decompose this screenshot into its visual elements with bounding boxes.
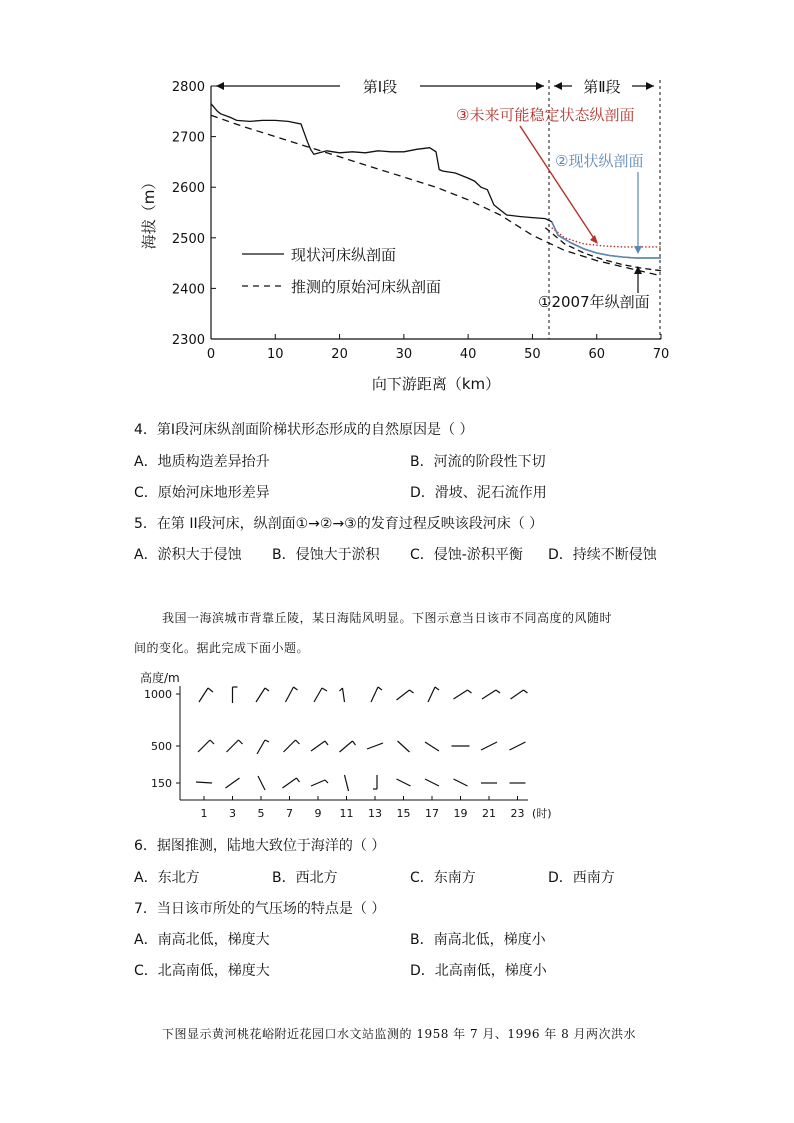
chart2-x-tick-label: 1	[200, 807, 208, 820]
river-profile-chart	[0, 0, 794, 400]
chart2-x-tick-label: 11	[339, 807, 354, 820]
chart2-x-unit: (时)	[532, 807, 552, 820]
chart2-y-tick-label: 500	[151, 740, 172, 753]
wind-barb-500m-1h	[198, 740, 210, 752]
wind-barb-feather	[325, 741, 328, 745]
wind-barb-1000m-15h	[397, 690, 410, 700]
wind-barb-150m-7h	[283, 778, 297, 788]
segment-one-label: 第Ⅰ段	[362, 78, 398, 96]
chart1-x-tick-label: 40	[459, 347, 477, 362]
question-6-option-d[interactable]: D．西南方	[548, 870, 615, 886]
wind-barb-1000m-21h	[482, 690, 496, 699]
wind-barb-500m-15h	[398, 741, 410, 752]
chart2-x-tick-label: 13	[368, 807, 382, 820]
question-5-option-b[interactable]: B．侵蚀大于淤积	[272, 547, 380, 563]
chart1-x-tick-label: 60	[588, 347, 605, 362]
chart1-x-axis-title: 向下游距离（km）	[371, 375, 501, 393]
chart1-series	[211, 104, 661, 276]
annotation-current-profile: ②现状纵剖面	[555, 152, 644, 170]
wind-barb-feather	[265, 740, 269, 742]
passage-line-1: 我国一海滨城市背靠丘陵，某日海陆风明显。下图示意当日该市不同高度的风随时	[162, 611, 613, 625]
wind-barb-500m-21h	[481, 742, 497, 750]
chart1-y-tick-label: 2500	[171, 231, 205, 247]
wind-barb-feather	[524, 690, 528, 693]
wind-barb-150m-11h	[345, 775, 349, 791]
wind-barb-150m-1h	[196, 782, 212, 783]
wind-barb-500m-5h	[257, 740, 265, 754]
chart2-x-tick-label: 17	[425, 807, 439, 820]
chart1-y-axis-title: 海拔（m）	[140, 174, 158, 250]
chart1-x-ticks	[207, 334, 669, 362]
wind-barb-500m-3h	[227, 740, 239, 752]
question-4-stem: 4．第Ⅰ段河床纵剖面阶梯状形态形成的自然原因是（ ）	[134, 422, 474, 438]
annotation-future-profile: ③未来可能稳定状态纵剖面	[456, 106, 635, 124]
wind-barb-500m-11h	[340, 741, 353, 752]
wind-barb-feather	[325, 780, 328, 783]
question-5-option-c[interactable]: C．侵蚀-淤积平衡	[410, 547, 523, 563]
chart2-x-tick-label: 21	[482, 807, 496, 820]
wind-barb-feather	[410, 690, 414, 693]
chart1-x-tick-label: 50	[524, 347, 541, 362]
wind-barb-feather	[322, 688, 327, 691]
wind-barb-1000m-7h	[286, 687, 294, 702]
chart1-x-tick-label: 10	[267, 347, 284, 362]
series-current-bed-line	[211, 104, 661, 258]
wind-barb-150m-9h	[311, 780, 325, 786]
chart1-y-tick-label: 2400	[171, 282, 205, 298]
question-6-option-c[interactable]: C．东南方	[410, 870, 476, 886]
legend-original-bed: 推测的原始河床纵剖面	[291, 278, 442, 296]
wind-barb-feather	[340, 688, 343, 691]
question-5-option-a[interactable]: A．淤积大于侵蚀	[134, 547, 242, 563]
wind-barb-150m-17h	[425, 779, 439, 786]
chart2-x-tick-label: 15	[396, 807, 411, 820]
wind-barb-1000m-9h	[314, 688, 322, 702]
question-5-stem: 5．在第 II段河床，纵剖面①→②→③的发育过程反映该段河床（ ）	[134, 516, 544, 532]
question-7-option-a[interactable]: A．南高北低，梯度大	[134, 932, 270, 948]
wind-barb-1000m-5h	[256, 688, 265, 702]
wind-barb-feather	[239, 740, 243, 744]
chart1-legend	[242, 246, 441, 296]
chart1-y-tick-label: 2300	[171, 333, 205, 348]
question-6-option-a[interactable]: A．东北方	[134, 870, 200, 886]
wind-barb-1000m-23h	[511, 690, 524, 699]
series-future-profile-line	[552, 228, 661, 247]
wind-barb-150m-5h	[258, 776, 265, 790]
chart2-x-tick-label: 19	[453, 807, 468, 820]
chart2-x-tick-label: 7	[286, 807, 293, 820]
chart1-y-tick-label: 2800	[171, 80, 205, 95]
wind-barb-feather	[294, 687, 298, 690]
wind-barb-feather	[468, 690, 472, 693]
question-7-option-c[interactable]: C．北高南低，梯度大	[134, 963, 270, 979]
wind-barb-feather	[297, 778, 300, 782]
question-7-stem: 7．当日该市所处的气压场的特点是（ ）	[134, 901, 386, 917]
wind-barb-feather	[496, 690, 500, 693]
question-6-stem: 6．据图推测，陆地大致位于海洋的（ ）	[134, 838, 386, 854]
wind-barb-1000m-11h	[343, 688, 345, 702]
wind-barb-500m-13h	[367, 743, 383, 749]
chart1-y-ticks	[172, 80, 216, 348]
chart1-x-tick-label: 70	[652, 347, 670, 362]
question-4-option-d[interactable]: D．滑坡、泥石流作用	[410, 485, 547, 501]
wind-barbs	[196, 687, 528, 791]
wind-barb-1000m-19h	[454, 690, 468, 699]
chart2-x-tick-label: 23	[510, 807, 525, 820]
wind-barb-500m-23h	[510, 742, 526, 750]
legend-current-bed: 现状河床纵剖面	[291, 246, 397, 264]
chart1-x-tick-label: 30	[395, 347, 413, 362]
wind-barb-1000m-1h	[199, 688, 208, 702]
chart2-y-axis-title: 高度/m	[140, 671, 180, 685]
chart2-y-tick-label: 1000	[144, 688, 172, 701]
passage-line-2: 间的变化。据此完成下面小题。	[134, 641, 310, 655]
chart2-x-tick-label: 9	[314, 807, 322, 820]
wind-barb-500m-7h	[284, 740, 296, 752]
wind-barb-feather	[210, 740, 214, 744]
wind-chart	[0, 660, 794, 830]
series-current-profile-segment2	[552, 222, 661, 258]
chart2-x-tick-label: 3	[229, 807, 236, 820]
chart1-x-tick-label: 0	[206, 347, 216, 362]
chart1-x-tick-label: 20	[331, 347, 348, 362]
question-6-option-b[interactable]: B．西北方	[272, 870, 338, 886]
wind-barb-feather	[353, 741, 356, 745]
question-7-option-d[interactable]: D．北高南低，梯度小	[410, 963, 547, 979]
question-5-option-d[interactable]: D．持续不断侵蚀	[548, 547, 657, 563]
wind-barb-150m-15h	[397, 779, 411, 786]
question-7-option-b[interactable]: B．南高北低，梯度小	[410, 932, 546, 948]
wind-barb-feather	[208, 688, 213, 692]
wind-barb-1000m-13h	[371, 687, 378, 702]
chart1-y-tick-label: 2700	[171, 130, 205, 146]
wind-barb-feather	[435, 687, 439, 690]
question-4-option-b[interactable]: B．河流的阶段性下切	[410, 454, 546, 470]
wind-barb-feather	[265, 688, 269, 691]
wind-barb-150m-19h	[454, 779, 468, 786]
wind-barb-150m-3h	[226, 778, 240, 788]
chart2-x-tick-label: 5	[257, 807, 265, 820]
chart2-y-ticks	[144, 688, 180, 790]
arrow-future-profile	[520, 126, 595, 240]
chart1-y-tick-label: 2600	[171, 181, 205, 197]
annotation-2007-profile: ①2007年纵剖面	[538, 293, 650, 311]
wind-barb-500m-9h	[311, 741, 325, 751]
wind-barb-500m-17h	[425, 742, 439, 751]
passage-2-line-1: 下图显示黄河桃花峪附近花园口水文站监测的 1958 年 7 月、1996 年 8 月两次洪水	[162, 1027, 637, 1041]
wind-barb-1000m-17h	[428, 687, 435, 702]
wind-barb-feather	[296, 740, 300, 744]
question-4-option-a[interactable]: A．地质构造差异抬升	[134, 454, 270, 470]
chart2-y-tick-label: 150	[151, 777, 172, 790]
segment-two-label: 第Ⅱ段	[583, 78, 621, 96]
question-4-option-c[interactable]: C．原始河床地形差异	[134, 485, 270, 501]
wind-barb-feather	[378, 687, 382, 690]
